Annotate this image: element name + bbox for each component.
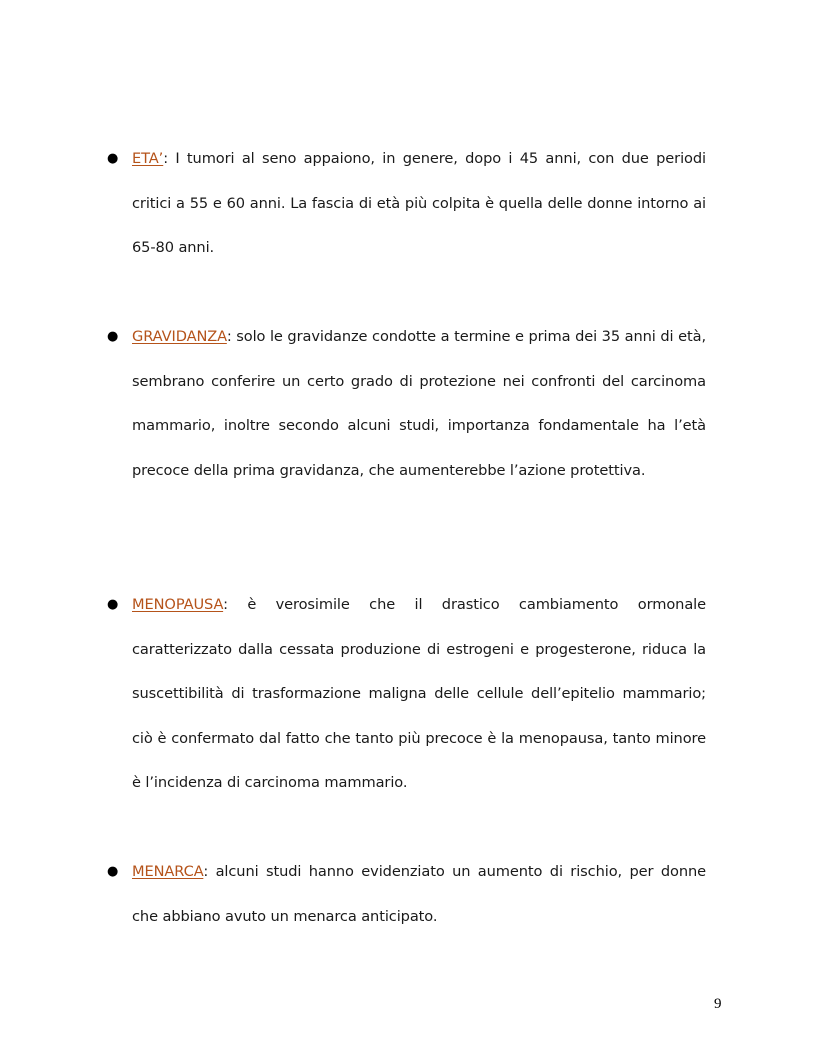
text-eta: : I tumori al seno appaiono, in genere, dopo i 45 anni, con due periodi critici a 55 e 60 anni. La fascia di età più colpita è quella delle donne intorno ai 65-80 anni. [132, 150, 706, 256]
paragraph-eta [132, 137, 706, 271]
term-menopausa: MENOPAUSA [132, 596, 224, 613]
text-menarca: : alcuni studi hanno evidenziato un aumento di rischio, per donne che abbiano avuto un menarca anticipato. [132, 863, 706, 925]
text-gravidanza: : solo le gravidanze condotte a termine e prima dei 35 anni di età, sembrano conferire un certo grado di protezione nei confronti del carcinoma mammario, inoltre secondo alcuni studi, importanza fondamentale ha l’età precoce della prima gravidanza, che aumenterebbe l’azione protettiva. [132, 328, 706, 479]
bullet-icon: ● [107, 329, 119, 344]
text-menopausa: : è verosimile che il drastico cambiamento ormonale caratterizzato dalla cessata produzione di estrogeni e progesterone, riduca la suscettibilità di trasformazione maligna delle cellule dell’epitelio mammario; ciò è confermato dal fatto che tanto più precoce è la menopausa, tanto minore è l’incidenza di carcinoma mammario. [132, 596, 706, 791]
term-eta: ETA’ [132, 150, 164, 167]
bullet-icon: ● [107, 151, 119, 166]
term-menarca: MENARCA [132, 863, 204, 880]
bullet-icon: ● [107, 864, 119, 879]
page-number: 9 [714, 996, 722, 1012]
paragraph-menarca [132, 850, 706, 939]
bullet-icon: ● [107, 597, 119, 612]
paragraph-menopausa [132, 583, 706, 806]
paragraph-gravidanza [132, 315, 706, 493]
term-gravidanza: GRAVIDANZA [132, 328, 227, 345]
